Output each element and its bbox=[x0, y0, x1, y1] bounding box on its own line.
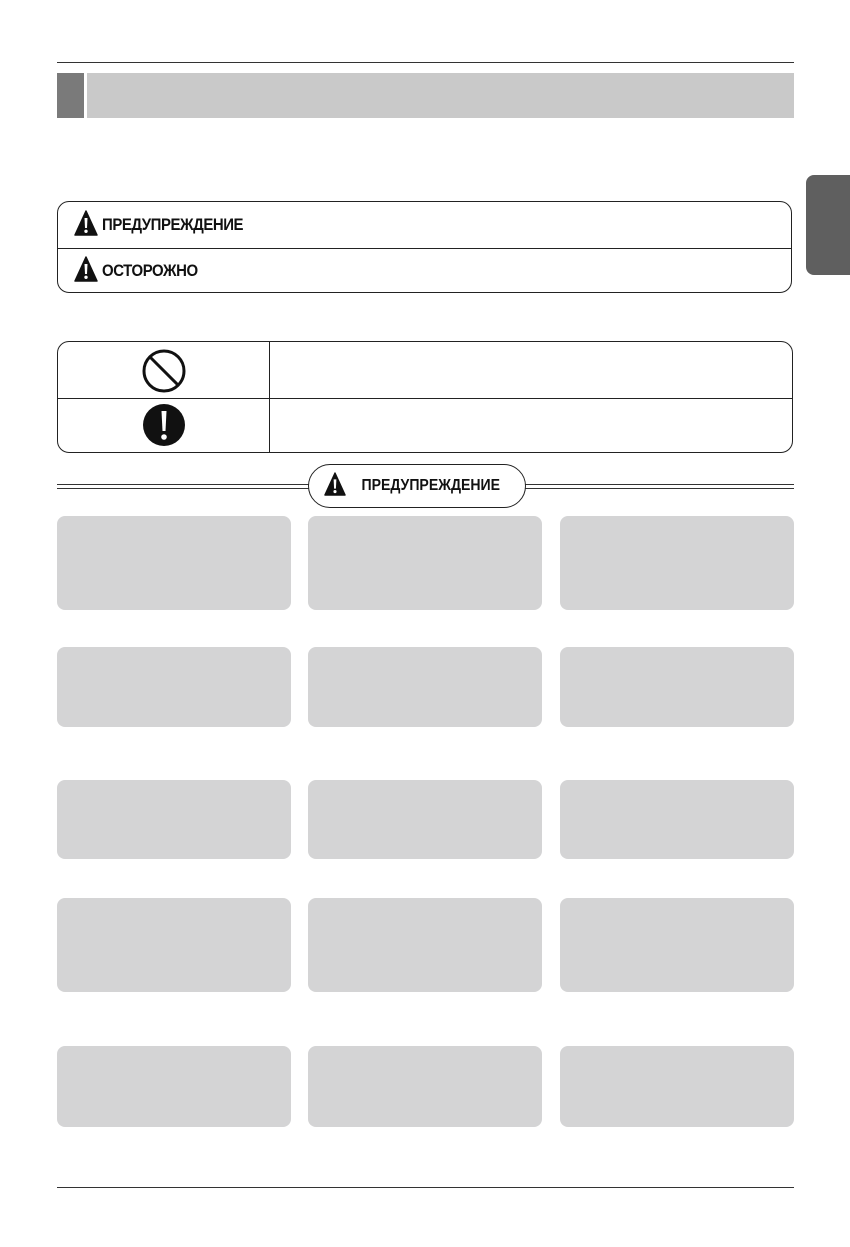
side-tab bbox=[806, 175, 850, 275]
card-r5-c1 bbox=[57, 1046, 291, 1127]
caution-label: ОСТОРОЖНО bbox=[102, 261, 198, 280]
card-r5-c2 bbox=[308, 1046, 542, 1127]
card-r2-c2 bbox=[308, 647, 542, 727]
signal-words-box bbox=[57, 201, 792, 293]
card-r5-c3 bbox=[560, 1046, 794, 1127]
signal-row-warning bbox=[58, 202, 791, 249]
warning-label: ПРЕДУПРЕЖДЕНИЕ bbox=[102, 215, 244, 234]
card-r4-c2 bbox=[308, 898, 542, 992]
warning-triangle-icon bbox=[324, 472, 346, 501]
banner-rule-left-1 bbox=[57, 484, 309, 485]
banner-rule-left-2 bbox=[57, 488, 309, 489]
bottom-rule bbox=[57, 1187, 794, 1188]
card-r1-c3 bbox=[560, 516, 794, 610]
warning-banner-label: ПРЕДУПРЕЖДЕНИЕ bbox=[361, 477, 501, 494]
warning-banner bbox=[308, 464, 526, 508]
banner-rule-right-2 bbox=[525, 488, 794, 489]
card-r1-c2 bbox=[308, 516, 542, 610]
card-r2-c3 bbox=[560, 647, 794, 727]
banner-rule-right-1 bbox=[525, 484, 794, 485]
caution-triangle-icon bbox=[74, 256, 98, 287]
card-r4-c1 bbox=[57, 898, 291, 992]
mandatory-exclamation-icon bbox=[141, 402, 187, 453]
section-title-bar bbox=[57, 73, 794, 118]
top-rule bbox=[57, 62, 794, 63]
card-r3-c3 bbox=[560, 780, 794, 859]
card-r3-c1 bbox=[57, 780, 291, 859]
card-r2-c1 bbox=[57, 647, 291, 727]
warning-triangle-icon bbox=[74, 210, 98, 241]
card-r3-c2 bbox=[308, 780, 542, 859]
signal-row-caution bbox=[58, 248, 791, 294]
symbol-row-mandatory bbox=[58, 398, 792, 454]
title-bar-tab bbox=[57, 73, 84, 118]
symbol-row-prohibited bbox=[58, 342, 792, 399]
card-r1-c1 bbox=[57, 516, 291, 610]
symbols-table bbox=[57, 341, 793, 453]
card-r4-c3 bbox=[560, 898, 794, 992]
prohibited-icon bbox=[141, 348, 187, 399]
